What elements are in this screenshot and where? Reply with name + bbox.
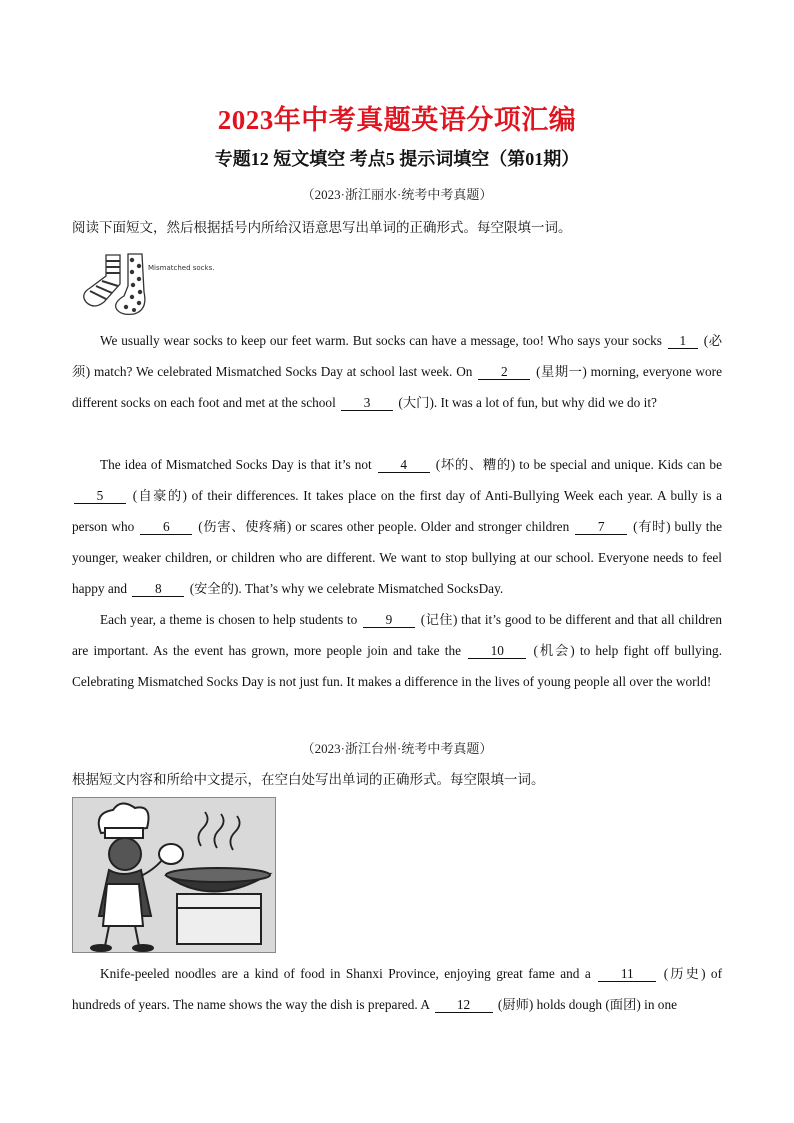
paragraph-text: The idea of Mismatched Socks Day is that it’s not xyxy=(100,457,372,472)
blank-9[interactable]: 9 xyxy=(363,612,415,628)
blank-11[interactable]: 11 xyxy=(598,966,656,982)
paragraph-text: (有时) bully the younger, weaker children, or children who are different. We want to stop bullying at our school. Everyone needs to feel happy and xyxy=(72,519,723,596)
paragraph-text: (机会) to help fight off bullying. Celebrating Mismatched Socks Day is not just fun. It makes a difference in the lives of young people all over the world! xyxy=(72,643,723,689)
paragraph-text: (星期一) morning, everyone wore different socks on each foot and met at the school xyxy=(72,364,723,410)
blank-6[interactable]: 6 xyxy=(140,519,192,535)
paragraph-text: (厨师) holds dough (面团) in one xyxy=(497,997,677,1012)
paragraph-text: (历史) of hundreds of years. The name shows the way the dish is prepared. A xyxy=(72,966,723,1012)
blank-4[interactable]: 4 xyxy=(378,457,430,473)
paragraph-text: Knife-peeled noodles are a kind of food in Shanxi Province, enjoying great fame and a xyxy=(100,966,591,981)
paragraph-text: (安全的). That’s why we celebrate Mismatched SocksDay. xyxy=(189,581,504,596)
blank-3[interactable]: 3 xyxy=(341,395,393,411)
paragraph-text: (大门). It was a lot of fun, but why did we do it? xyxy=(398,395,657,410)
mismatched-socks-image xyxy=(76,250,215,320)
paragraph-text: (必须) match? We celebrated Mismatched Socks Day at school last week. On xyxy=(72,333,723,379)
paragraph-text: We usually wear socks to keep our feet warm. But socks can have a message, too! Who says your socks xyxy=(100,333,662,348)
paragraph-text: (记住) that it’s good to be different and that all children are important. As the event has grown, more people join and take the xyxy=(72,612,723,658)
blank-10[interactable]: 10 xyxy=(468,643,526,659)
blank-5[interactable]: 5 xyxy=(74,488,126,504)
page-subtitle: 专题12 短文填空 考点5 提示词填空（第01期） xyxy=(214,149,580,169)
section2-source: （2023·浙江台州·统考中考真题） xyxy=(301,741,493,756)
socks-caption: Mismatched socks. xyxy=(148,264,215,272)
paragraph-1 xyxy=(72,325,722,418)
wok-icon xyxy=(166,868,270,944)
blank-1[interactable]: 1 xyxy=(668,333,698,349)
blank-2[interactable]: 2 xyxy=(478,364,530,380)
paragraph-text: (伤害、使疼痛) or scares other people. Older and stronger children xyxy=(198,519,570,534)
paragraph-text: (自豪的) of their differences. It takes place on the first day of Anti-Bullying Week each year. A bully is a person who xyxy=(72,488,723,534)
blank-8[interactable]: 8 xyxy=(132,581,184,597)
paragraph-4 xyxy=(72,958,722,1020)
left-sock-icon xyxy=(84,255,120,306)
paragraph-text: (坏的、糟的) to be special and unique. Kids can be xyxy=(435,457,722,472)
paragraph-3 xyxy=(72,604,722,697)
paragraph-2 xyxy=(72,449,722,604)
paragraph-text: Each year, a theme is chosen to help students to xyxy=(100,612,358,627)
blank-7[interactable]: 7 xyxy=(575,519,627,535)
section1-source: （2023·浙江丽水·统考中考真题） xyxy=(301,187,493,202)
section2-instruction: 根据短文内容和所给中文提示，在空白处写出单词的正确形式。每空限填一词。 xyxy=(72,772,545,787)
page-title: 2023年中考真题英语分项汇编 xyxy=(217,105,577,135)
chef-cooking-image xyxy=(72,797,276,953)
section1-instruction: 阅读下面短文，然后根据括号内所给汉语意思写出单词的正确形式。每空限填一词。 xyxy=(72,220,572,235)
blank-12[interactable]: 12 xyxy=(435,997,493,1013)
